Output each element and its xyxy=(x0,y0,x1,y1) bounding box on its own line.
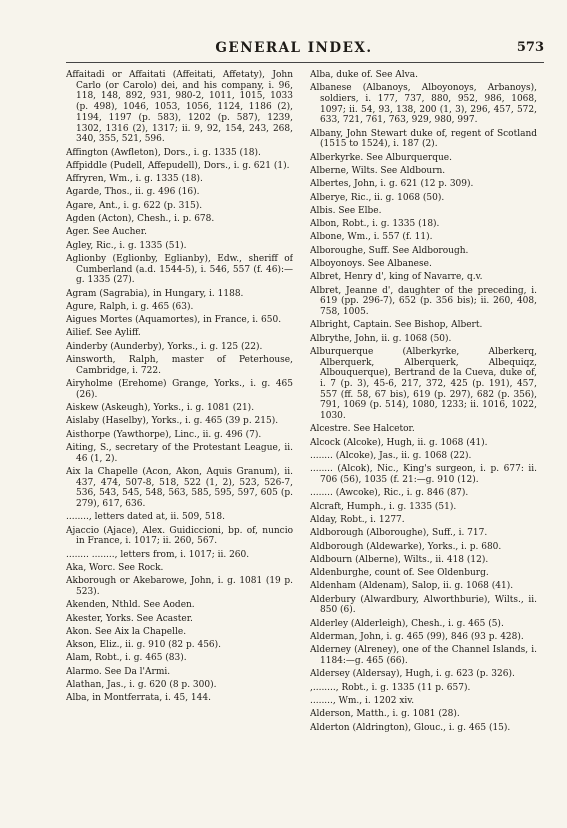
index-entry: Alburquerque (Alberkyrke, Alberkerq, Alberquerk, Alberquerk, Albequiqz, Albouquerque), Bertrand de la Cueva, duke of, i. 7 (p. 3), 45-6, 217, 372, 425 (p. 191), 457, 557 (ff. 58, 67 bis), 619 (p. 297), 682 (p. 356), 791, 1069 (p. 514), 1080, 1233; ii. 1016, 1022, 1030. xyxy=(310,346,537,422)
index-entry: Akester, Yorks. See Acaster. xyxy=(66,613,193,624)
index-entry: ........ (Alcok), Nic., King's surgeon, i. p. 677: ii. 706 (56), 1035 (f. 21:—g. 910 (12). xyxy=(310,464,537,486)
left-index-column xyxy=(66,70,293,707)
page-number: 573 xyxy=(516,40,544,55)
index-entry: ........ (Alcoke), Jas., ii. g. 1068 (22). xyxy=(310,451,472,462)
index-entry: Aix la Chapelle (Acon, Akon, Aquis Granum), ii. 437, 474, 507-8, 518, 522 (1, 2), 523, 526-7, 536, 543, 545, 548, 563, 585, 595, 597, 605 (p. 279), 617, 636. xyxy=(66,466,293,510)
index-entry: Aiskew (Askeugh), Yorks., i. g. 1081 (21). xyxy=(66,403,255,414)
index-entry: Agare, Ant., i. g. 622 (p. 315). xyxy=(66,200,203,211)
index-entry: Ainderby (Aunderby), Yorks., i. g. 125 (22). xyxy=(66,341,263,352)
index-entry: Alderton (Aldrington), Glouc., i. g. 465 (15). xyxy=(310,722,511,733)
index-entry: Affryren, Wm., i. g. 1335 (18). xyxy=(66,174,203,185)
index-entry: Alboyonoys. See Albanese. xyxy=(310,259,432,270)
page-title: GENERAL INDEX. xyxy=(215,40,373,56)
index-entry: ........, Wm., i. 1202 xiv. xyxy=(310,695,415,706)
index-entry: Akon. See Aix la Chapelle. xyxy=(66,626,187,637)
index-entry: Affaitadi or Affaitati (Affeitati, Affetaty), John Carlo (or Carolo) dei, and his company, i. 96, 118, 148, 892, 931, 980-2, 1011, 1015, 1033 (p. 498), 1046, 1053, 1056, 1124, 1186 (2), 1194, 1197 (p. 583), 1202 (p. 587), 1239, 1302, 1316 (2), 1317; ii. 9, 92, 154, 243, 268, 340, 355, 521, 596. xyxy=(66,70,293,145)
index-entry: Alderson, Matth., i. g. 1081 (28). xyxy=(310,709,460,720)
index-entry: Aka, Worc. See Rock. xyxy=(66,562,164,573)
index-entry: Alberye, Ric., ii. g. 1068 (50). xyxy=(310,192,445,203)
index-entry: Akson, Eliz., ii. g. 910 (82 p. 456). xyxy=(66,640,222,651)
index-entry: Albrythe, John, ii. g. 1068 (50). xyxy=(310,333,452,344)
index-entry: Airyholme (Erehome) Grange, Yorks., i. g. 465 (26). xyxy=(66,379,293,400)
index-entry: Alba, duke of. See Alva. xyxy=(310,70,418,80)
page-header xyxy=(44,40,544,62)
index-entry: Aldenham (Aldenam), Salop, ii. g. 1068 (41). xyxy=(310,581,514,592)
index-entry: Aglionby (Eglionby, Eglianby), Edw., sheriff of Cumberland (a.d. 1544-5), i. 546, 557 (f. 46):—g. 1335 (27). xyxy=(66,253,293,286)
index-entry: Ailief. See Ayliff. xyxy=(66,328,141,339)
index-entry: Agden (Acton), Chesh., i. p. 678. xyxy=(66,214,215,224)
header-rule xyxy=(66,62,544,63)
index-entry: Aiting, S., secretary of the Protestant League, ii. 46 (1, 2). xyxy=(66,442,293,464)
index-entry: Aisthorpe (Yawthorpe), Linc., ii. g. 496 (7). xyxy=(66,429,262,440)
index-entry: Albany, John Stewart duke of, regent of Scotland (1515 to 1524), i. 187 (2). xyxy=(310,128,537,150)
index-entry: Agram (Sagrabia), in Hungary, i. 1188. xyxy=(66,288,244,299)
index-entry: Agarde, Thos., ii. g. 496 (16). xyxy=(66,187,200,198)
index-entry: Alcock (Alcoke), Hugh, ii. g. 1068 (41). xyxy=(310,437,488,448)
index-entry: Alderbury (Alwardbury, Alworthburie), Wilts., ii. 850 (6). xyxy=(310,594,537,616)
index-entry: Aldenburghe, count of. See Oldenburg. xyxy=(310,568,489,579)
index-entry: Alderley (Alderleigh), Chesh., i. g. 465 (5). xyxy=(310,618,504,629)
index-entry: Aldbourn (Alberne), Wilts., ii. 418 (12). xyxy=(310,554,489,565)
index-entry: Ager. See Aucher. xyxy=(66,227,147,238)
index-entry: ........ (Awcoke), Ric., i. g. 846 (87). xyxy=(310,488,469,499)
index-entry: Akborough or Akebarowe, John, i. g. 1081 (19 p. 523). xyxy=(66,576,293,597)
index-entry: Aislaby (Haselby), Yorks., i. g. 465 (39 p. 215). xyxy=(66,416,279,427)
index-entry: Akenden, Nthld. See Aoden. xyxy=(66,600,195,611)
index-entry: Aigues Mortes (Aquamortes), in France, i. 650. xyxy=(66,315,282,326)
index-entry: Alba, in Montferrata, i. 45, 144. xyxy=(66,693,211,704)
index-entry: Alday, Robt., i. 1277. xyxy=(310,514,405,525)
index-entry: ,........, Robt., i. g. 1335 (11 p. 657). xyxy=(310,682,471,693)
index-entry: Alberne, Wilts. See Aldbourn. xyxy=(310,166,446,176)
index-entry: Aldborough (Aldewarke), Yorks., i. p. 680. xyxy=(310,541,502,552)
index-entry: Albon, Robt., i. g. 1335 (18). xyxy=(310,219,440,230)
index-entry: Affpiddle (Pudell, Affepudell), Dors., i. g. 621 (1). xyxy=(66,160,290,171)
index-entry: Agure, Ralph, i. g. 465 (63). xyxy=(66,301,194,312)
index-entry: ........ ........, letters from, i. 1017; ii. 260. xyxy=(66,549,250,560)
index-entry: Albis. See Elbe. xyxy=(310,205,382,216)
index-entry: Alderman, John, i. g. 465 (99), 846 (93 p. 428). xyxy=(310,632,524,643)
index-entry: ........, letters dated at, ii. 509, 518. xyxy=(66,512,225,523)
index-entry: Alberkyrke. See Alburquerque. xyxy=(310,152,452,163)
index-entry: Albret, Jeanne d', daughter of the preceding, i. 619 (pp. 296-7), 652 (p. 356 bis); ii. 260, 408, 758, 1005. xyxy=(310,285,537,318)
index-entry: Albret, Henry d', king of Navarre, q.v. xyxy=(310,272,483,283)
index-entry: Agley, Ric., i. g. 1335 (51). xyxy=(66,240,187,251)
index-entry: Alderney (Alreney), one of the Channel Islands, i. 1184:—g. 465 (66). xyxy=(310,645,537,667)
index-entry: Aldborough (Alboroughe), Suff., i. 717. xyxy=(310,528,488,539)
index-entry: Ajaccio (Ajace), Alex. Guidiccioni, bp. of, nuncio in France, i. 1017; ii. 260, 567. xyxy=(66,525,293,547)
index-entry: Albone, Wm., i. 557 (f. 11). xyxy=(310,232,433,243)
index-entry: Albright, Captain. See Bishop, Albert. xyxy=(310,320,483,331)
index-entry: Alam, Robt., i. g. 465 (83). xyxy=(66,653,187,664)
index-entry: Affington (Awfleton), Dors., i. g. 1335 (18). xyxy=(66,147,261,158)
index-entry: Alarmo. See Da l'Armi. xyxy=(66,666,171,677)
index-entry: Albanese (Albanoys, Alboyonoys, Arbanoys), soldiers, i. 177, 737, 880, 952, 986, 1068, 1097; ii. 54, 93, 138, 200 (1, 3), 296, 457, 572, 633, 721, 761, 763, 929, 980, 997. xyxy=(310,83,537,126)
index-entry: Ainsworth, Ralph, master of Peterhouse, Cambridge, i. 722. xyxy=(66,355,293,376)
index-entry: Albertes, John, i. g. 621 (12 p. 309). xyxy=(310,179,474,190)
index-entry: Alcestre. See Halcetor. xyxy=(310,424,415,435)
index-entry: Alcraft, Humph., i. g. 1335 (51). xyxy=(310,501,457,512)
index-entry: Alathan, Jas., i. g. 620 (8 p. 300). xyxy=(66,680,217,691)
index-entry: Alboroughe, Suff. See Aldborough. xyxy=(310,245,469,256)
right-index-column xyxy=(310,70,537,736)
index-entry: Aldersey (Aldersay), Hugh, i. g. 623 (p. 326). xyxy=(310,669,515,680)
